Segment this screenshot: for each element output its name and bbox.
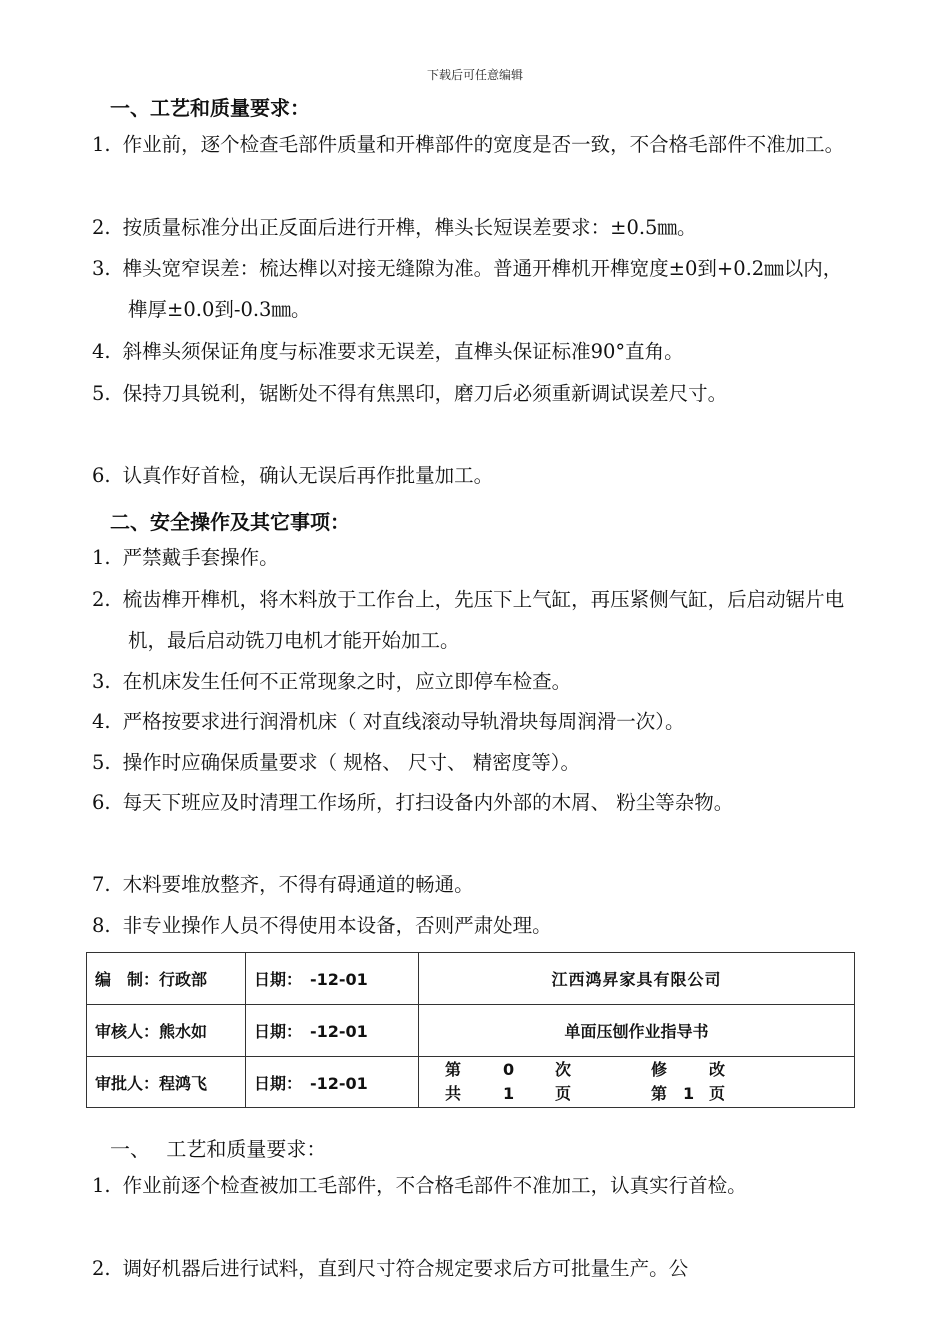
item-number: 1. <box>92 1174 111 1197</box>
list-item <box>92 579 850 661</box>
page-label: 页 <box>709 1084 726 1103</box>
list-item <box>92 905 850 946</box>
item-number: 2. <box>92 1257 111 1280</box>
list-item <box>92 661 850 702</box>
list-item <box>92 537 850 578</box>
section-title-safety: 二、安全操作及其它事项： <box>110 510 350 534</box>
item-text: 作业前逐个检查被加工毛部件，不合格毛部件不准加工，认真实行首检。 <box>122 1174 747 1197</box>
item-text: 操作时应确保质量要求（ 规格、 尺寸、 精密度等）。 <box>122 751 580 774</box>
item-number: 2. <box>92 216 111 239</box>
item-text: 调好机器后进行试料，直到尺寸符合规定要求后方可批量生产。公 <box>122 1257 689 1280</box>
revision-info <box>419 1057 855 1108</box>
section-title-quality: 一、工艺和质量要求： <box>110 96 310 120</box>
item-text: 木料要堆放整齐，不得有碍通道的畅通。 <box>122 873 474 896</box>
page-label: 共 <box>445 1084 462 1103</box>
item-text: 严禁戴手套操作。 <box>122 546 279 569</box>
revision-label: 第 <box>445 1060 462 1079</box>
list-item <box>92 331 850 372</box>
document-info-table <box>86 952 855 1108</box>
list-item <box>92 455 850 496</box>
item-number: 2. <box>92 588 111 611</box>
item-number: 5. <box>92 751 111 774</box>
page-number: 第 1 <box>651 1084 695 1103</box>
revision-count: 0 <box>503 1060 515 1079</box>
item-text: 斜榫头须保证角度与标准要求无误差，直榫头保证标准90°直角。 <box>122 340 684 363</box>
item-number: 1. <box>92 133 111 156</box>
item-text: 保持刀具锐利，锯断处不得有焦黑印，磨刀后必须重新调试误差尺寸。 <box>122 382 728 405</box>
item-text: 梳齿榫开榫机，将木料放于工作台上，先压下上气缸，再压紧侧气缸，后启动锯片电机，最后启动铣刀电机才能开始加工。 <box>122 588 845 652</box>
page-row <box>445 1082 846 1106</box>
company-name: 江西鸿昇家具有限公司 <box>419 953 855 1005</box>
item-text: 每天下班应及时清理工作场所，打扫设备内外部的木屑、 粉尘等杂物。 <box>122 791 734 814</box>
list-item <box>92 373 850 414</box>
item-number: 5. <box>92 382 111 405</box>
item-number: 4. <box>92 340 111 363</box>
page-label: 页 <box>555 1084 572 1103</box>
list-item <box>92 207 850 248</box>
list-item <box>92 248 850 330</box>
item-text: 榫头宽窄误差：梳达榫以对接无缝隙为准。普通开榫机开榫宽度±0到+0.2㎜以内，榫厚±0.0到-0.3㎜。 <box>122 257 843 321</box>
item-text: 在机床发生任何不正常现象之时，应立即停车检查。 <box>122 670 572 693</box>
item-number: 8. <box>92 914 111 937</box>
item-number: 6. <box>92 791 111 814</box>
list-item <box>92 782 850 823</box>
revision-label: 修 <box>651 1060 668 1079</box>
date-cell: 日期： -12-01 <box>246 953 419 1005</box>
item-number: 1. <box>92 546 111 569</box>
reviewer-cell: 审核人：熊水如 <box>87 1005 246 1057</box>
revision-label: 次 <box>555 1060 572 1079</box>
item-number: 6. <box>92 464 111 487</box>
date-cell: 日期： -12-01 <box>246 1057 419 1108</box>
editor-cell: 编 制：行政部 <box>87 953 246 1005</box>
list-item <box>92 124 850 165</box>
date-cell: 日期： -12-01 <box>246 1005 419 1057</box>
list-item <box>92 742 850 783</box>
item-text: 严格按要求进行润滑机床（ 对直线滚动导轨滑块每周润滑一次）。 <box>122 710 685 733</box>
list-item <box>92 864 850 905</box>
item-number: 3. <box>92 257 111 280</box>
item-number: 4. <box>92 710 111 733</box>
document-title: 单面压刨作业指导书 <box>419 1005 855 1057</box>
list-item <box>92 701 850 742</box>
list-item <box>92 1165 870 1206</box>
revision-label: 改 <box>709 1060 726 1079</box>
header-note: 下载后可任意编辑 <box>426 68 523 82</box>
item-text: 按质量标准分出正反面后进行开榫，榫头长短误差要求：±0.5㎜。 <box>122 216 697 239</box>
section-title-quality-2: 一、 工艺和质量要求： <box>110 1137 327 1161</box>
item-number: 7. <box>92 873 111 896</box>
approver-cell: 审批人：程鸿飞 <box>87 1057 246 1108</box>
item-text: 认真作好首检，确认无误后再作批量加工。 <box>122 464 494 487</box>
page-total: 1 <box>503 1084 515 1103</box>
list-item <box>92 1248 870 1289</box>
item-number: 3. <box>92 670 111 693</box>
revision-row <box>445 1058 846 1082</box>
item-text: 作业前，逐个检查毛部件质量和开榫部件的宽度是否一致，不合格毛部件不准加工。 <box>122 133 845 156</box>
item-text: 非专业操作人员不得使用本设备，否则严肃处理。 <box>122 914 552 937</box>
